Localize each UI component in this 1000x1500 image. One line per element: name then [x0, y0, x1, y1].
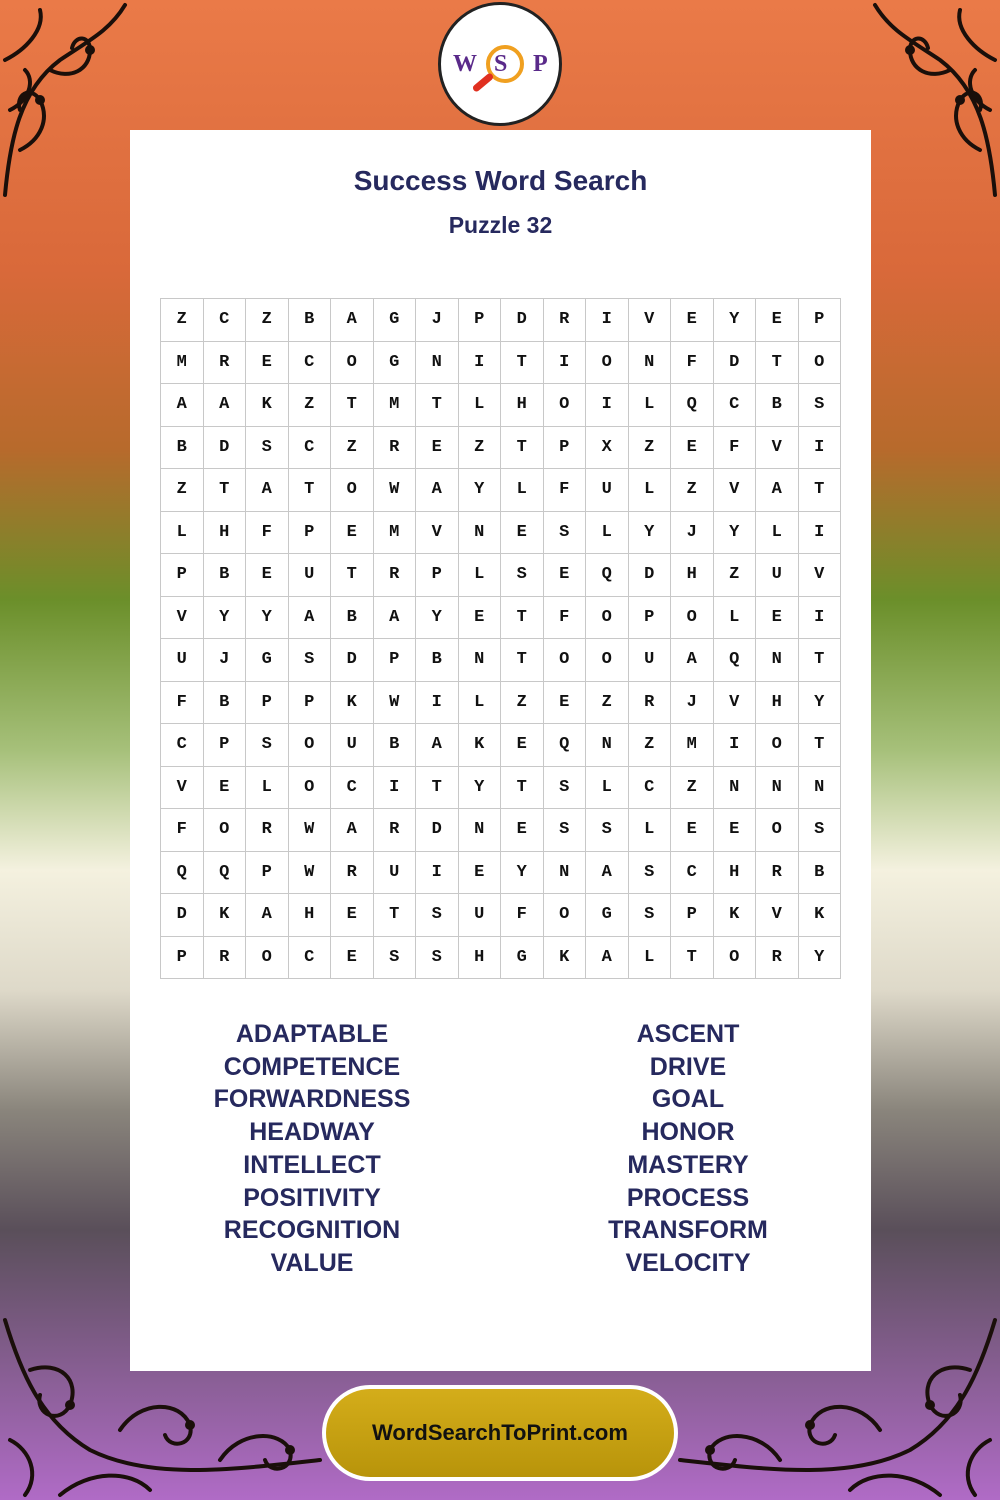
- grid-cell[interactable]: Z: [246, 299, 289, 342]
- grid-cell[interactable]: F: [501, 894, 544, 937]
- grid-cell[interactable]: E: [544, 682, 587, 725]
- grid-cell[interactable]: I: [799, 427, 842, 470]
- grid-cell[interactable]: L: [586, 512, 629, 555]
- grid-cell[interactable]: S: [289, 639, 332, 682]
- grid-cell[interactable]: E: [416, 427, 459, 470]
- grid-cell[interactable]: K: [331, 682, 374, 725]
- grid-cell[interactable]: E: [331, 894, 374, 937]
- grid-cell[interactable]: S: [416, 894, 459, 937]
- grid-cell[interactable]: G: [586, 894, 629, 937]
- grid-cell[interactable]: S: [544, 512, 587, 555]
- grid-cell[interactable]: A: [586, 937, 629, 980]
- grid-cell[interactable]: O: [756, 724, 799, 767]
- grid-cell[interactable]: B: [204, 554, 247, 597]
- grid-cell[interactable]: Y: [204, 597, 247, 640]
- word-item: VELOCITY: [625, 1248, 751, 1277]
- grid-cell[interactable]: T: [799, 639, 842, 682]
- grid-cell[interactable]: L: [459, 384, 502, 427]
- grid-cell[interactable]: E: [671, 809, 714, 852]
- grid-cell[interactable]: P: [416, 554, 459, 597]
- grid-cell[interactable]: O: [544, 639, 587, 682]
- grid-cell[interactable]: P: [246, 852, 289, 895]
- grid-cell[interactable]: I: [416, 852, 459, 895]
- grid-cell[interactable]: T: [756, 342, 799, 385]
- grid-cell[interactable]: C: [331, 767, 374, 810]
- grid-cell[interactable]: W: [289, 852, 332, 895]
- grid-cell[interactable]: R: [756, 937, 799, 980]
- grid-cell[interactable]: O: [799, 342, 842, 385]
- grid-cell[interactable]: R: [204, 342, 247, 385]
- grid-cell[interactable]: Z: [629, 724, 672, 767]
- grid-cell[interactable]: L: [246, 767, 289, 810]
- grid-cell[interactable]: P: [289, 682, 332, 725]
- grid-cell[interactable]: I: [374, 767, 417, 810]
- grid-cell[interactable]: E: [331, 512, 374, 555]
- word-item: VALUE: [270, 1248, 354, 1277]
- grid-cell[interactable]: O: [289, 724, 332, 767]
- grid-cell[interactable]: J: [671, 512, 714, 555]
- grid-cell[interactable]: D: [161, 894, 204, 937]
- grid-cell[interactable]: M: [161, 342, 204, 385]
- grid-cell[interactable]: Q: [544, 724, 587, 767]
- grid-cell[interactable]: A: [416, 724, 459, 767]
- grid-cell[interactable]: K: [246, 384, 289, 427]
- grid-cell[interactable]: U: [586, 469, 629, 512]
- grid-cell[interactable]: K: [714, 894, 757, 937]
- grid-cell[interactable]: P: [161, 937, 204, 980]
- grid-cell[interactable]: D: [714, 342, 757, 385]
- grid-cell[interactable]: Z: [586, 682, 629, 725]
- word-list-left: [162, 1018, 462, 1280]
- grid-cell[interactable]: V: [756, 894, 799, 937]
- grid-cell[interactable]: L: [629, 809, 672, 852]
- grid-cell[interactable]: G: [501, 937, 544, 980]
- grid-cell[interactable]: T: [501, 767, 544, 810]
- grid-cell[interactable]: G: [246, 639, 289, 682]
- grid-cell[interactable]: F: [544, 597, 587, 640]
- grid-cell[interactable]: N: [459, 639, 502, 682]
- grid-cell[interactable]: B: [331, 597, 374, 640]
- grid-cell[interactable]: M: [671, 724, 714, 767]
- grid-cell[interactable]: J: [416, 299, 459, 342]
- grid-cell[interactable]: L: [501, 469, 544, 512]
- grid-cell[interactable]: F: [714, 427, 757, 470]
- grid-cell[interactable]: T: [501, 342, 544, 385]
- grid-cell[interactable]: Y: [714, 299, 757, 342]
- grid-cell[interactable]: I: [416, 682, 459, 725]
- grid-cell[interactable]: A: [416, 469, 459, 512]
- grid-cell[interactable]: N: [714, 767, 757, 810]
- grid-cell[interactable]: W: [374, 682, 417, 725]
- grid-cell[interactable]: U: [629, 639, 672, 682]
- page-title: Success Word Search: [353, 165, 648, 196]
- grid-cell[interactable]: E: [756, 597, 799, 640]
- grid-cell[interactable]: V: [799, 554, 842, 597]
- grid-cell[interactable]: E: [671, 299, 714, 342]
- grid-cell[interactable]: L: [459, 554, 502, 597]
- grid-cell[interactable]: N: [586, 724, 629, 767]
- grid-cell[interactable]: D: [331, 639, 374, 682]
- grid-cell[interactable]: E: [756, 299, 799, 342]
- site-banner[interactable]: [322, 1385, 678, 1481]
- grid-cell[interactable]: V: [161, 767, 204, 810]
- letter-grid: [160, 298, 841, 979]
- grid-cell[interactable]: U: [161, 639, 204, 682]
- grid-cell[interactable]: U: [331, 724, 374, 767]
- grid-cell[interactable]: A: [161, 384, 204, 427]
- grid-cell[interactable]: P: [629, 597, 672, 640]
- grid-cell[interactable]: I: [799, 597, 842, 640]
- grid-cell[interactable]: T: [501, 427, 544, 470]
- wsp-logo[interactable]: [438, 2, 562, 126]
- grid-cell[interactable]: A: [331, 299, 374, 342]
- word-item: DRIVE: [649, 1052, 727, 1081]
- grid-cell[interactable]: T: [331, 554, 374, 597]
- grid-cell[interactable]: Z: [161, 469, 204, 512]
- grid-cell[interactable]: A: [331, 809, 374, 852]
- grid-cell[interactable]: K: [459, 724, 502, 767]
- grid-cell[interactable]: S: [544, 767, 587, 810]
- grid-cell[interactable]: A: [246, 469, 289, 512]
- grid-cell[interactable]: A: [289, 597, 332, 640]
- word-item: ADAPTABLE: [235, 1020, 389, 1048]
- grid-cell[interactable]: K: [544, 937, 587, 980]
- grid-cell[interactable]: Z: [459, 427, 502, 470]
- grid-cell[interactable]: S: [629, 852, 672, 895]
- grid-cell[interactable]: O: [586, 342, 629, 385]
- grid-cell[interactable]: E: [714, 809, 757, 852]
- grid-cell[interactable]: C: [204, 299, 247, 342]
- grid-cell[interactable]: V: [416, 512, 459, 555]
- grid-cell[interactable]: D: [204, 427, 247, 470]
- grid-cell[interactable]: Y: [459, 767, 502, 810]
- word-item: MASTERY: [627, 1150, 749, 1179]
- word-item: COMPETENCE: [223, 1052, 401, 1081]
- grid-cell[interactable]: N: [416, 342, 459, 385]
- grid-cell[interactable]: T: [501, 639, 544, 682]
- grid-cell[interactable]: H: [714, 852, 757, 895]
- puzzle-sheet: [130, 130, 871, 1371]
- grid-cell[interactable]: P: [161, 554, 204, 597]
- grid-cell[interactable]: Y: [416, 597, 459, 640]
- site-link[interactable]: WordSearchToPrint.com: [326, 1389, 674, 1477]
- grid-cell[interactable]: Q: [714, 639, 757, 682]
- grid-cell[interactable]: R: [246, 809, 289, 852]
- grid-cell[interactable]: N: [459, 512, 502, 555]
- grid-cell[interactable]: P: [289, 512, 332, 555]
- grid-cell[interactable]: A: [246, 894, 289, 937]
- grid-cell[interactable]: W: [374, 469, 417, 512]
- grid-cell[interactable]: B: [416, 639, 459, 682]
- logo-letter-s: S: [494, 51, 508, 77]
- grid-cell[interactable]: I: [799, 512, 842, 555]
- grid-cell[interactable]: N: [756, 767, 799, 810]
- grid-cell[interactable]: S: [416, 937, 459, 980]
- grid-cell[interactable]: O: [544, 384, 587, 427]
- grid-cell[interactable]: U: [289, 554, 332, 597]
- grid-cell[interactable]: I: [586, 299, 629, 342]
- grid-cell[interactable]: S: [799, 809, 842, 852]
- grid-cell[interactable]: N: [629, 342, 672, 385]
- grid-cell[interactable]: K: [799, 894, 842, 937]
- grid-cell[interactable]: U: [756, 554, 799, 597]
- grid-cell[interactable]: O: [671, 597, 714, 640]
- grid-cell[interactable]: E: [501, 724, 544, 767]
- grid-cell[interactable]: Q: [161, 852, 204, 895]
- grid-cell[interactable]: R: [544, 299, 587, 342]
- grid-cell[interactable]: Y: [629, 512, 672, 555]
- grid-cell[interactable]: V: [629, 299, 672, 342]
- grid-cell[interactable]: P: [374, 639, 417, 682]
- grid-cell[interactable]: Z: [331, 427, 374, 470]
- grid-cell[interactable]: M: [374, 512, 417, 555]
- grid-cell[interactable]: E: [671, 427, 714, 470]
- grid-cell[interactable]: T: [374, 894, 417, 937]
- grid-cell[interactable]: R: [374, 809, 417, 852]
- grid-cell[interactable]: P: [246, 682, 289, 725]
- grid-cell[interactable]: L: [459, 682, 502, 725]
- grid-cell[interactable]: B: [756, 384, 799, 427]
- grid-cell[interactable]: J: [204, 639, 247, 682]
- grid-cell[interactable]: S: [544, 809, 587, 852]
- grid-cell[interactable]: C: [714, 384, 757, 427]
- grid-cell[interactable]: B: [289, 299, 332, 342]
- grid-cell[interactable]: N: [459, 809, 502, 852]
- grid-cell[interactable]: P: [544, 427, 587, 470]
- grid-cell[interactable]: Y: [459, 469, 502, 512]
- grid-cell[interactable]: P: [204, 724, 247, 767]
- logo-letter-p: P: [533, 51, 548, 77]
- grid-cell[interactable]: S: [374, 937, 417, 980]
- grid-cell[interactable]: H: [501, 384, 544, 427]
- grid-cell[interactable]: V: [756, 427, 799, 470]
- grid-cell[interactable]: Z: [501, 682, 544, 725]
- grid-cell[interactable]: N: [544, 852, 587, 895]
- grid-cell[interactable]: Z: [629, 427, 672, 470]
- grid-cell[interactable]: E: [204, 767, 247, 810]
- grid-cell[interactable]: D: [416, 809, 459, 852]
- grid-cell[interactable]: S: [246, 427, 289, 470]
- grid-cell[interactable]: A: [204, 384, 247, 427]
- grid-cell[interactable]: L: [629, 937, 672, 980]
- grid-cell[interactable]: Q: [586, 554, 629, 597]
- grid-cell[interactable]: E: [459, 597, 502, 640]
- grid-cell[interactable]: V: [714, 682, 757, 725]
- grid-cell[interactable]: X: [586, 427, 629, 470]
- grid-cell[interactable]: P: [799, 299, 842, 342]
- grid-cell[interactable]: E: [246, 342, 289, 385]
- grid-cell[interactable]: T: [671, 937, 714, 980]
- grid-cell[interactable]: O: [544, 894, 587, 937]
- grid-cell[interactable]: A: [756, 469, 799, 512]
- grid-cell[interactable]: E: [501, 512, 544, 555]
- grid-cell[interactable]: T: [416, 767, 459, 810]
- grid-cell[interactable]: K: [204, 894, 247, 937]
- grid-cell[interactable]: H: [756, 682, 799, 725]
- grid-cell[interactable]: O: [714, 937, 757, 980]
- grid-cell[interactable]: A: [586, 852, 629, 895]
- word-list-right: [538, 1018, 838, 1280]
- grid-cell[interactable]: L: [756, 512, 799, 555]
- grid-cell[interactable]: O: [756, 809, 799, 852]
- grid-cell[interactable]: U: [459, 894, 502, 937]
- grid-cell[interactable]: V: [714, 469, 757, 512]
- grid-cell[interactable]: E: [331, 937, 374, 980]
- grid-cell[interactable]: O: [246, 937, 289, 980]
- grid-cell[interactable]: T: [204, 469, 247, 512]
- grid-cell[interactable]: C: [671, 852, 714, 895]
- grid-cell[interactable]: E: [246, 554, 289, 597]
- grid-cell[interactable]: S: [586, 809, 629, 852]
- grid-cell[interactable]: B: [799, 852, 842, 895]
- grid-cell[interactable]: C: [289, 937, 332, 980]
- grid-cell[interactable]: Y: [799, 937, 842, 980]
- word-item: TRANSFORM: [608, 1216, 768, 1245]
- grid-cell[interactable]: O: [586, 639, 629, 682]
- grid-cell[interactable]: Q: [671, 384, 714, 427]
- grid-cell[interactable]: R: [374, 554, 417, 597]
- grid-cell[interactable]: O: [331, 342, 374, 385]
- grid-cell[interactable]: Z: [714, 554, 757, 597]
- word-item: GOAL: [651, 1085, 725, 1114]
- grid-cell[interactable]: L: [629, 469, 672, 512]
- grid-cell[interactable]: L: [586, 767, 629, 810]
- grid-cell[interactable]: L: [629, 384, 672, 427]
- grid-cell[interactable]: F: [161, 682, 204, 725]
- grid-cell[interactable]: Z: [289, 384, 332, 427]
- grid-cell[interactable]: F: [671, 342, 714, 385]
- logo-letter-w: W: [453, 51, 477, 77]
- grid-cell[interactable]: B: [374, 724, 417, 767]
- grid-cell[interactable]: C: [629, 767, 672, 810]
- grid-cell[interactable]: H: [289, 894, 332, 937]
- grid-cell[interactable]: D: [501, 299, 544, 342]
- grid-cell[interactable]: B: [161, 427, 204, 470]
- word-item: HONOR: [641, 1118, 735, 1147]
- grid-cell[interactable]: T: [799, 724, 842, 767]
- grid-cell[interactable]: T: [289, 469, 332, 512]
- grid-cell[interactable]: S: [799, 384, 842, 427]
- grid-cell[interactable]: Y: [714, 512, 757, 555]
- grid-cell[interactable]: W: [289, 809, 332, 852]
- grid-cell[interactable]: C: [289, 427, 332, 470]
- grid-cell[interactable]: S: [246, 724, 289, 767]
- grid-cell[interactable]: J: [671, 682, 714, 725]
- grid-cell[interactable]: S: [629, 894, 672, 937]
- grid-cell[interactable]: H: [671, 554, 714, 597]
- grid-cell[interactable]: V: [161, 597, 204, 640]
- grid-cell[interactable]: I: [459, 342, 502, 385]
- ornament-top-right: [870, 0, 1000, 200]
- grid-cell[interactable]: Z: [161, 299, 204, 342]
- grid-cell[interactable]: R: [331, 852, 374, 895]
- grid-cell[interactable]: O: [204, 809, 247, 852]
- word-item: PROCESS: [626, 1183, 750, 1212]
- grid-cell[interactable]: R: [374, 427, 417, 470]
- grid-cell[interactable]: R: [629, 682, 672, 725]
- grid-cell[interactable]: Z: [671, 767, 714, 810]
- grid-cell[interactable]: R: [204, 937, 247, 980]
- grid-cell[interactable]: H: [204, 512, 247, 555]
- word-item: ASCENT: [636, 1020, 740, 1048]
- grid-cell[interactable]: E: [459, 852, 502, 895]
- grid-cell[interactable]: T: [331, 384, 374, 427]
- grid-cell[interactable]: L: [714, 597, 757, 640]
- grid-cell[interactable]: Y: [246, 597, 289, 640]
- grid-cell[interactable]: T: [501, 597, 544, 640]
- grid-cell[interactable]: G: [374, 342, 417, 385]
- grid-cell[interactable]: C: [289, 342, 332, 385]
- grid-cell[interactable]: Z: [671, 469, 714, 512]
- grid-cell[interactable]: U: [374, 852, 417, 895]
- grid-cell[interactable]: I: [586, 384, 629, 427]
- grid-cell[interactable]: F: [161, 809, 204, 852]
- puzzle-number: Puzzle 32: [448, 212, 553, 238]
- grid-cell[interactable]: T: [799, 469, 842, 512]
- grid-cell[interactable]: F: [246, 512, 289, 555]
- grid-cell[interactable]: C: [161, 724, 204, 767]
- grid-cell[interactable]: O: [289, 767, 332, 810]
- word-item: RECOGNITION: [223, 1216, 401, 1245]
- grid-cell[interactable]: H: [459, 937, 502, 980]
- grid-cell[interactable]: F: [544, 469, 587, 512]
- grid-cell[interactable]: A: [671, 639, 714, 682]
- grid-cell[interactable]: M: [374, 384, 417, 427]
- ornament-top-left: [0, 0, 130, 200]
- grid-cell[interactable]: I: [714, 724, 757, 767]
- grid-cell[interactable]: L: [161, 512, 204, 555]
- grid-cell[interactable]: E: [501, 809, 544, 852]
- grid-cell[interactable]: P: [459, 299, 502, 342]
- grid-cell[interactable]: B: [204, 682, 247, 725]
- grid-cell[interactable]: O: [331, 469, 374, 512]
- grid-cell[interactable]: A: [374, 597, 417, 640]
- grid-cell[interactable]: O: [586, 597, 629, 640]
- grid-cell[interactable]: E: [544, 554, 587, 597]
- grid-cell[interactable]: S: [501, 554, 544, 597]
- grid-cell[interactable]: T: [416, 384, 459, 427]
- grid-cell[interactable]: Y: [799, 682, 842, 725]
- grid-cell[interactable]: P: [671, 894, 714, 937]
- grid-cell[interactable]: Y: [501, 852, 544, 895]
- grid-cell[interactable]: N: [799, 767, 842, 810]
- grid-cell[interactable]: Q: [204, 852, 247, 895]
- grid-cell[interactable]: N: [756, 639, 799, 682]
- word-item: FORWARDNESS: [213, 1085, 411, 1114]
- grid-cell[interactable]: I: [544, 342, 587, 385]
- grid-cell[interactable]: D: [629, 554, 672, 597]
- word-item: INTELLECT: [243, 1150, 381, 1179]
- word-item: HEADWAY: [249, 1118, 375, 1147]
- grid-cell[interactable]: G: [374, 299, 417, 342]
- grid-cell[interactable]: R: [756, 852, 799, 895]
- word-item: POSITIVITY: [243, 1183, 381, 1212]
